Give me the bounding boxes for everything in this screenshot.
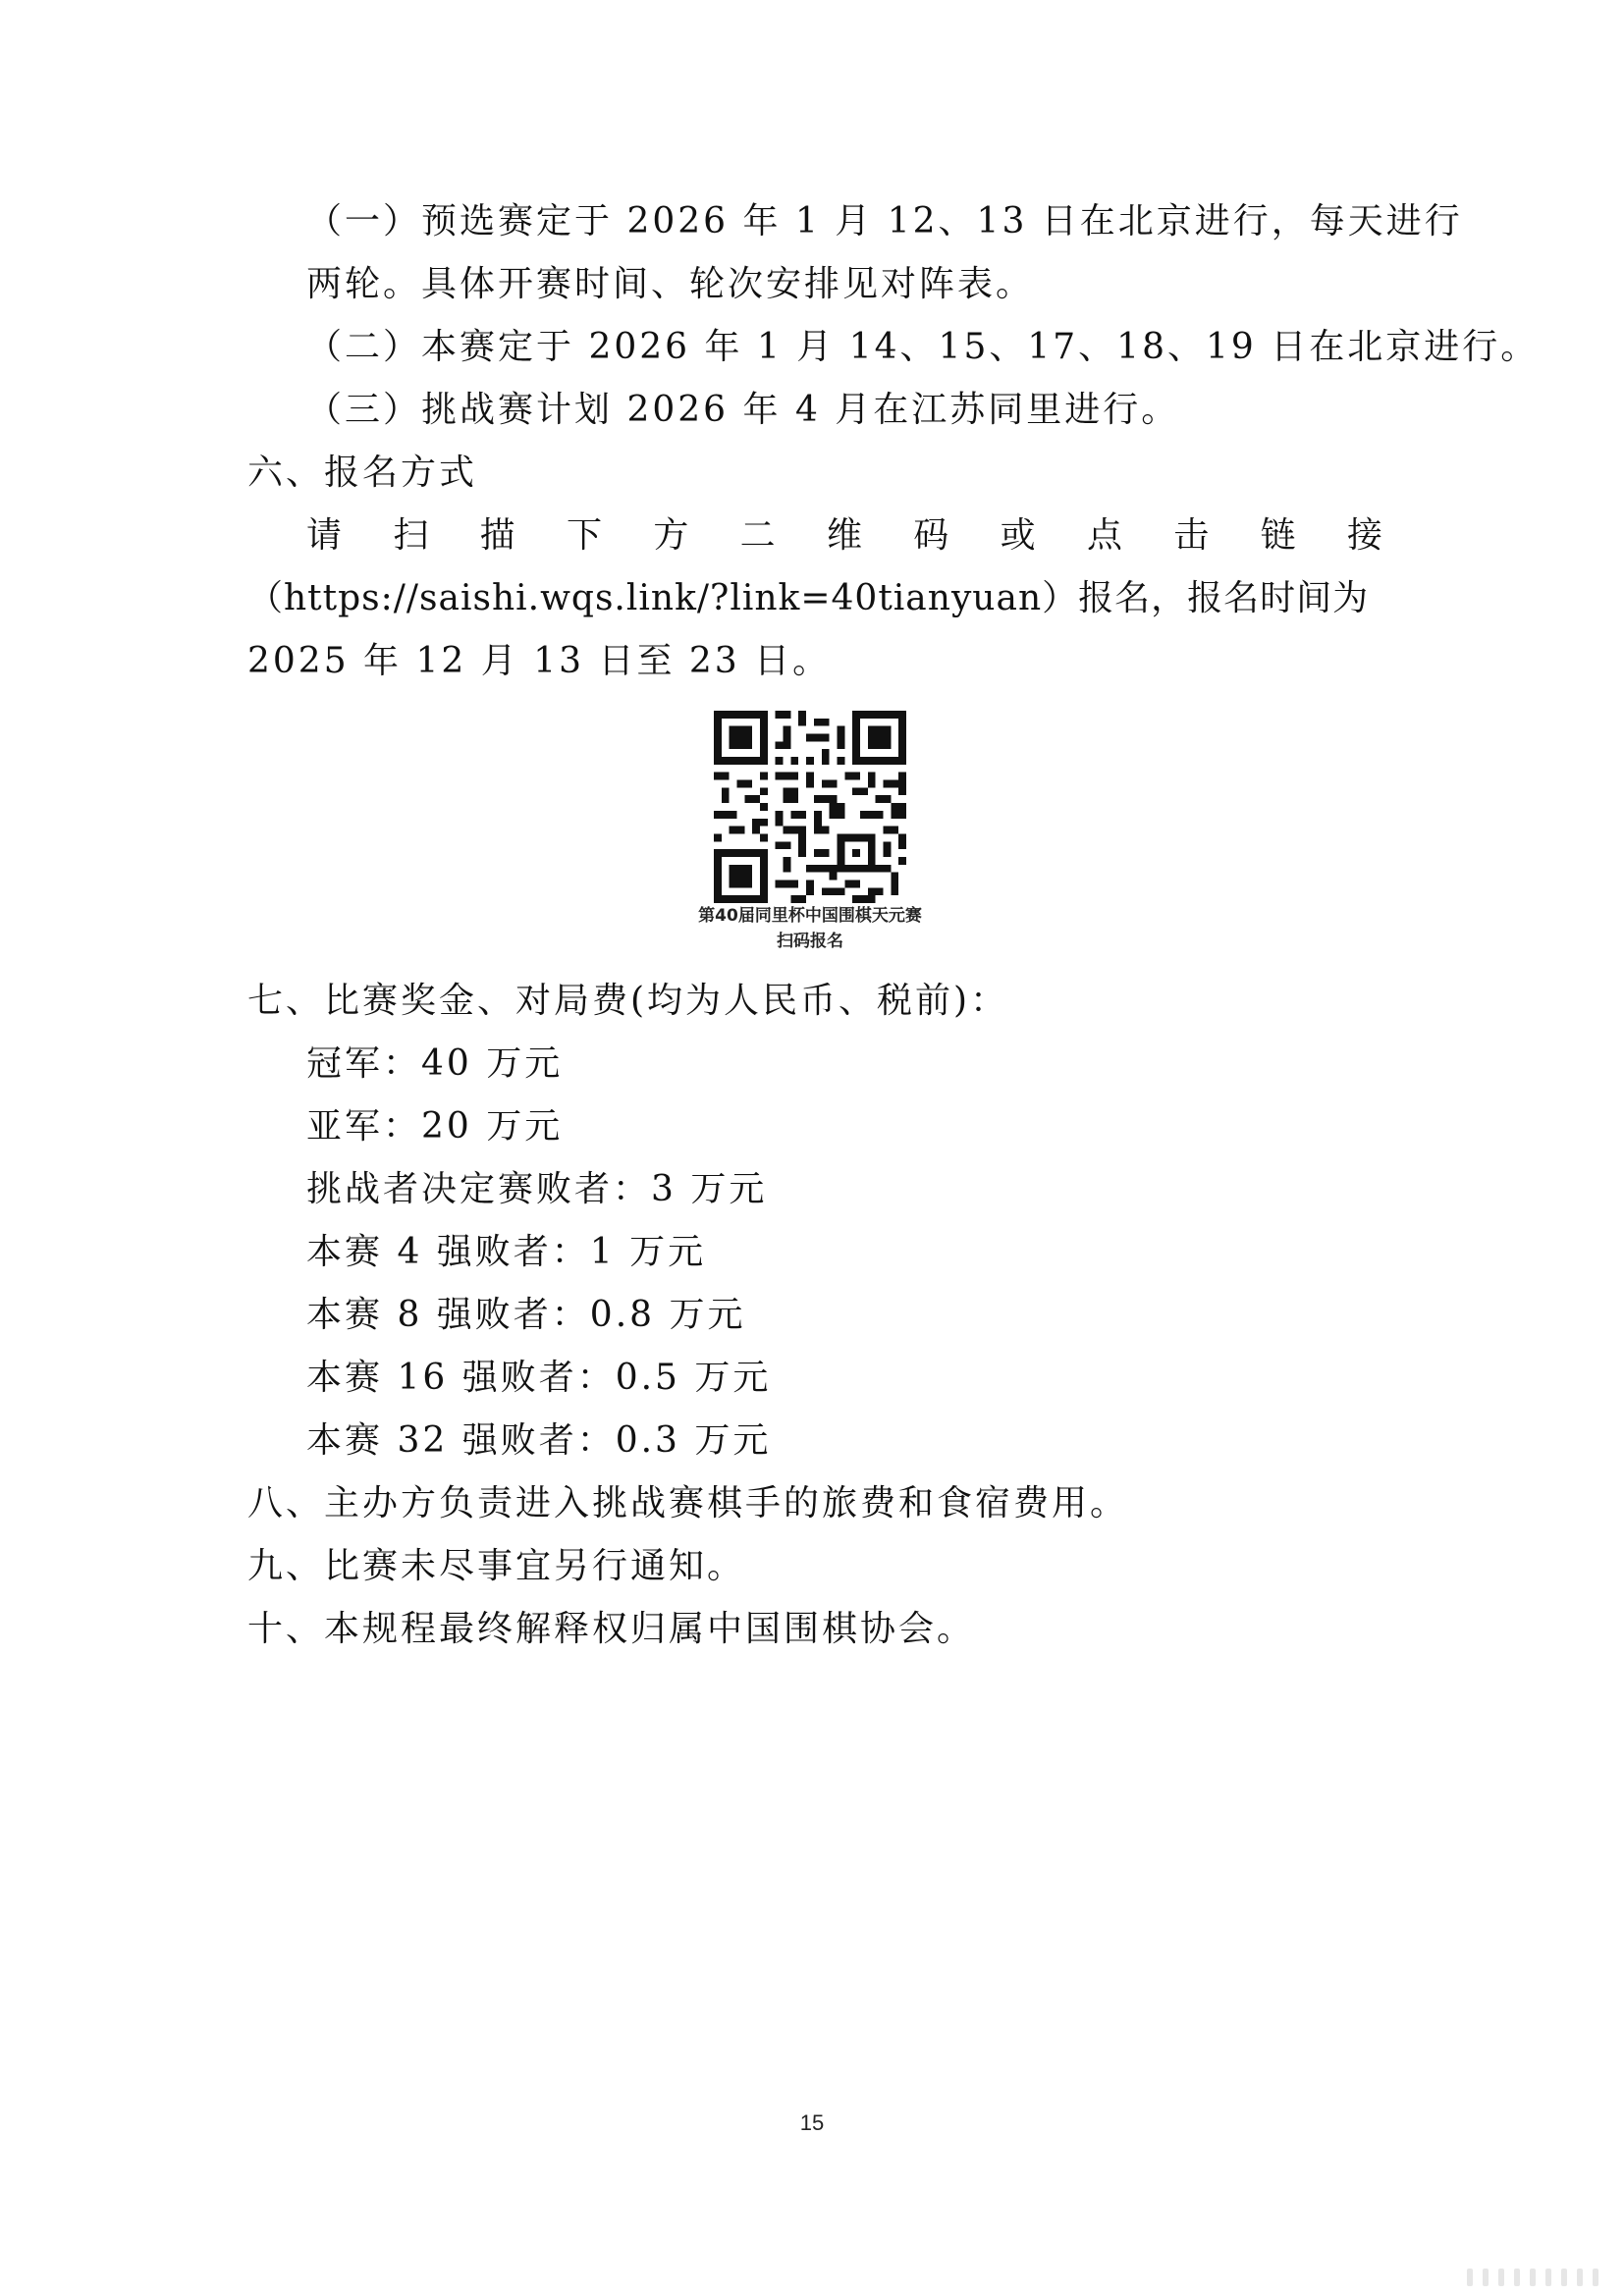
char: 维 bbox=[826, 515, 862, 556]
char: 下 bbox=[566, 515, 602, 556]
schedule-item-3: （三）挑战赛计划 2026 年 4 月在江苏同里进行。 bbox=[306, 390, 1180, 430]
registration-line-1 bbox=[306, 512, 1382, 560]
char: 接 bbox=[1346, 515, 1382, 556]
prize-item: 本赛 8 强败者：0.8 万元 bbox=[306, 1295, 746, 1335]
registration-link-line[interactable]: （https://saishi.wqs.link/?link=40tianyuan）报名，报名时间为 bbox=[247, 578, 1370, 618]
qr-caption-title: 第40届同里杯中国围棋天元赛 bbox=[698, 906, 922, 926]
registration-period-line: 2025 年 12 月 13 日至 23 日。 bbox=[247, 641, 832, 681]
schedule-item-1-line-1: （一）预选赛定于 2026 年 1 月 12、13 日在北京进行，每天进行 bbox=[306, 201, 1463, 241]
prize-item: 本赛 32 强败者：0.3 万元 bbox=[306, 1420, 772, 1461]
char: 击 bbox=[1173, 515, 1210, 556]
char: 扫 bbox=[393, 515, 429, 556]
char: 请 bbox=[306, 515, 343, 556]
page-edge-decoration bbox=[1457, 2269, 1624, 2296]
prize-item: 本赛 16 强败者：0.5 万元 bbox=[306, 1358, 772, 1398]
registration-heading: 六、报名方式 bbox=[247, 453, 478, 493]
travel-expenses-clause: 八、主办方负责进入挑战赛棋手的旅费和食宿费用。 bbox=[247, 1483, 1129, 1523]
char: 方 bbox=[653, 515, 689, 556]
prize-item: 本赛 4 强败者：1 万元 bbox=[306, 1232, 707, 1272]
char: 链 bbox=[1260, 515, 1296, 556]
prize-item: 挑战者决定赛败者：3 万元 bbox=[306, 1169, 768, 1209]
further-notice-clause: 九、比赛未尽事宜另行通知。 bbox=[247, 1546, 746, 1586]
prize-item: 冠军：40 万元 bbox=[306, 1043, 564, 1084]
registration-qr-block bbox=[687, 711, 933, 954]
char: 码 bbox=[913, 515, 949, 556]
prize-heading: 七、比赛奖金、对局费(均为人民币、税前)： bbox=[247, 981, 1009, 1021]
char: 点 bbox=[1086, 515, 1122, 556]
schedule-item-2: （二）本赛定于 2026 年 1 月 14、15、17、18、19 日在北京进行。 bbox=[306, 327, 1540, 367]
schedule-item-1-line-2: 两轮。具体开赛时间、轮次安排见对阵表。 bbox=[306, 264, 1035, 304]
char: 或 bbox=[1000, 515, 1036, 556]
char: 描 bbox=[479, 515, 515, 556]
qr-code-icon[interactable] bbox=[714, 711, 906, 903]
interpretation-clause: 十、本规程最终解释权归属中国围棋协会。 bbox=[247, 1609, 976, 1649]
qr-caption-scan: 扫码报名 bbox=[777, 932, 843, 951]
prize-item: 亚军：20 万元 bbox=[306, 1106, 564, 1147]
page-number: 15 bbox=[799, 2110, 825, 2135]
char: 二 bbox=[739, 515, 776, 556]
